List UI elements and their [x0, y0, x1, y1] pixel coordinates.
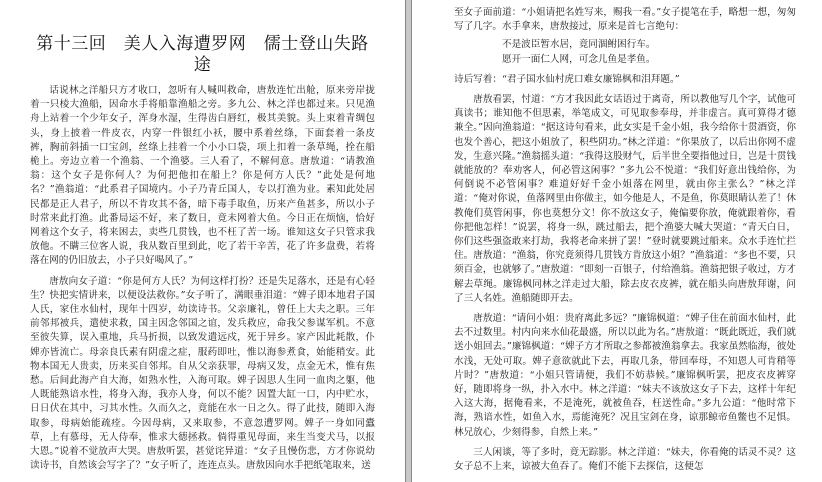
body-paragraph: 至女子面前道：“小姐请把名姓写来，赐我一看。”女子提笔在手，略想一想，匆匆写了几字。水手拿来，唐敖接过，原来是首七言绝句：: [454, 7, 796, 33]
body-paragraph: 唐敖向女子道：“你是何方人氏？为何这样打扮？还是失足落水，还是有心轻生？快把实情讲来，以便设法救你。”女子听了，满眼垂泪道：“婢子即本地君子国人氏，家住水仙村，现年十四岁，幼读诗书。父亲廉礼，曾任上大夫之职。三年前邻邦被兵，遣使求救，国主因念邻国之谊，发兵救应，命我父参谋军机。不意至彼失算，误入重地，兵马折损，以致发遣远戍，死于异乡。家产因此耗散，仆婢亦皆流亡。母亲良氏素有阴虚之症，服药即吐，惟以海参煮食，始能稍安。此物本国无人贵卖，历来买自邻邦。自从父亲获罪，母病又发，点金无术，惟有焦愁。后间此海产自大海，如熟水性，入海可取。婢子因思人生同一血肉之躯，他人既能熟谙水性，将身入海，我亦人身，何以不能？因置大缸一口，内中贮水，日日伏在其中，习其水性。久而久之，竟能在水一日之久。得了此技，随即入海取参，母病始能疏痊。今因母病，又来取参，不意忽遭罗网。婢子一身如同蠹草，上有慕母，无人侍奉，惟求大德拯救。倘得重见母面，来生当变犬马，以报大恩。”说着不觉放声大哭。唐敖听罢，甚觉诧异道：“女子且慢伤悲，方才你说幼读诗书，自然该会写字了？”女子听了，连连点头。唐敖因向水手把纸笔取来，送: [30, 275, 375, 472]
body-paragraph: 唐敖看罢，忖道：“方才我因此女话语过于离奇，所以教他写几个字，试他可真读书；谁知他不但思素，举笔成文，可见取参奉母，并非虚言。真可算得才德兼全。”因向渔翁道：“据这诗句看来，此女实是千金小姐，我今给你十贯酒资，你也发个善心，把这小姐放了，积些阴功。”林之洋道：“你果放了，以后出你网不虚发，生意兴隆。”渔翁摇头道：“我得这股财气，后半世全要指他过日，岂是十贯钱就能放的？奉劝客人，何必管这闲事？”多九公不悦道：“我们好意出钱给你，为何倒说不必管闲事？难道好好千金小姐落在网里，就由你主张么？”林之洋道：“俺对你说，鱼落网里由你做主，如今他是人，不是鱼，你莫眼睛认差了！休教俺们莫管闲事，你也莫想分文！你不放这女子，俺偏要你放，俺就跟着你，看你把他怎样！”说罢，将身一纵，跳过船去，把个渔婆大喊大哭道：“青天白日，你们这些强盗敢来打劫，我将老命来拼了罢！”登时就要跳过船来。众水手连忙拦住。唐敖道：“渔翁，你究竟须得几贯钱方肯放这小姐？”渔翁道：“多也不要，只须百金，也就够了。”唐敖道：“即刻一百银子，付给渔翁。渔翁把银子收过，方才解去草绳。廉锦枫同林之洋走过大船，除去皮衣皮裤，就在船头向唐敖拜谢，问了三人名姓。渔船随即开去。: [454, 94, 796, 304]
body-paragraph: 唐敖道：“请问小姐：贵府离此多远？”廉锦枫道：“婢子住在前面水仙村，此去不过数里。村内向来水仙花最盛，所以以此为名。”唐敖道：“既此既近，我们就送小姐回去。”廉锦枫道：“婢子方才所取之参都被渔翁拿去。我家虽然临海，彼处水浅，无处可取。婢子意欲就此下去，再取几条，带回奉母，不知恩人可肯稍等片时？”唐敖道：“小姐只管请便，我们不妨恭候。”廉锦枫听罢，把皮衣皮裤穿好，随即将身一纵，扑入水中。林之洋道：“妹夫不该放这女子下去，这样十年纪入这大海，据俺看来，不是淹死，就被鱼吞，枉送性命。”多九公道：“他时常下海，熟谙水性，如鱼入水，焉能淹死？况且宝剑在身，谅那鲸帝鱼鳖也不足惧。林兄放心，少刻得参，自然上来。”: [454, 313, 796, 438]
body-paragraph: 话说林之洋船只方才收口，忽听有人喊叫救命，唐敖连忙出舱，原来旁岸拢着一只棱大渔船，因命水手将船靠渔船之旁。多九公、林之洋也都过来。只见渔舟上站着一个少年女子，浑身水湿，生得齿白唇红，极其美貌。头上束着青绸包头，身上披着一件皮衣，内穿一件银红小袄，腰中系着丝绦，下面套着一条皮裤，胸前斜插一口宝剑，丝绦上挂着一个小小口袋，项上扣着一条草绳，拴在船桅上。旁边立着一个渔翁、一个渔婆。三人看了，不解何意。唐敖道：“请教渔翁：这个女子是你何人？为何把他扣在船上？你是何方人氏？”此处是何地名？”渔翁道：“此系君子国境内。小子乃青丘国人，专以打渔为业。素知此处居民都是正人君子，所以不肯攻其不备，暗下毒手取鱼，历来产鱼甚多，所以小子时常来此打渔。此番局运不好，来了数日，竟未网着大鱼。今日正在烦恼，恰好网着这个女子，将来困去，卖些几贯钱，也不枉了苦一场。谁知这女子只管求我放他。不瞒三位客人说，我从数百里到此，吃了若干辛苦，花了许多盘费，若将落在网的仍旧放去，小子只好喝风了。”: [30, 85, 375, 267]
poem-line: 愿开一面仁人网，可念儿鱼是孝鱼。: [502, 53, 656, 65]
body-paragraph: 三人闲谈，等了多时，竟无踪影。林之洋道：“妹夫，你看俺的话灵不灵？这女子总不上来，谅被大鱼吞了。俺们不能下去探信，这便怎: [454, 446, 796, 473]
body-paragraph: 诗后写着：“君子国水仙村虎口难女廉锦枫和泪拜题。”: [454, 73, 680, 85]
left-book-page: [0, 0, 406, 482]
poem-line: 不是波臣暂水居，竟同涸鲋困行车。: [502, 39, 656, 51]
right-book-page: [411, 0, 822, 482]
poem-block: [454, 38, 796, 66]
chapter-title: 第十三回 美人入海遭罗网 儒士登山失路途: [36, 34, 369, 75]
